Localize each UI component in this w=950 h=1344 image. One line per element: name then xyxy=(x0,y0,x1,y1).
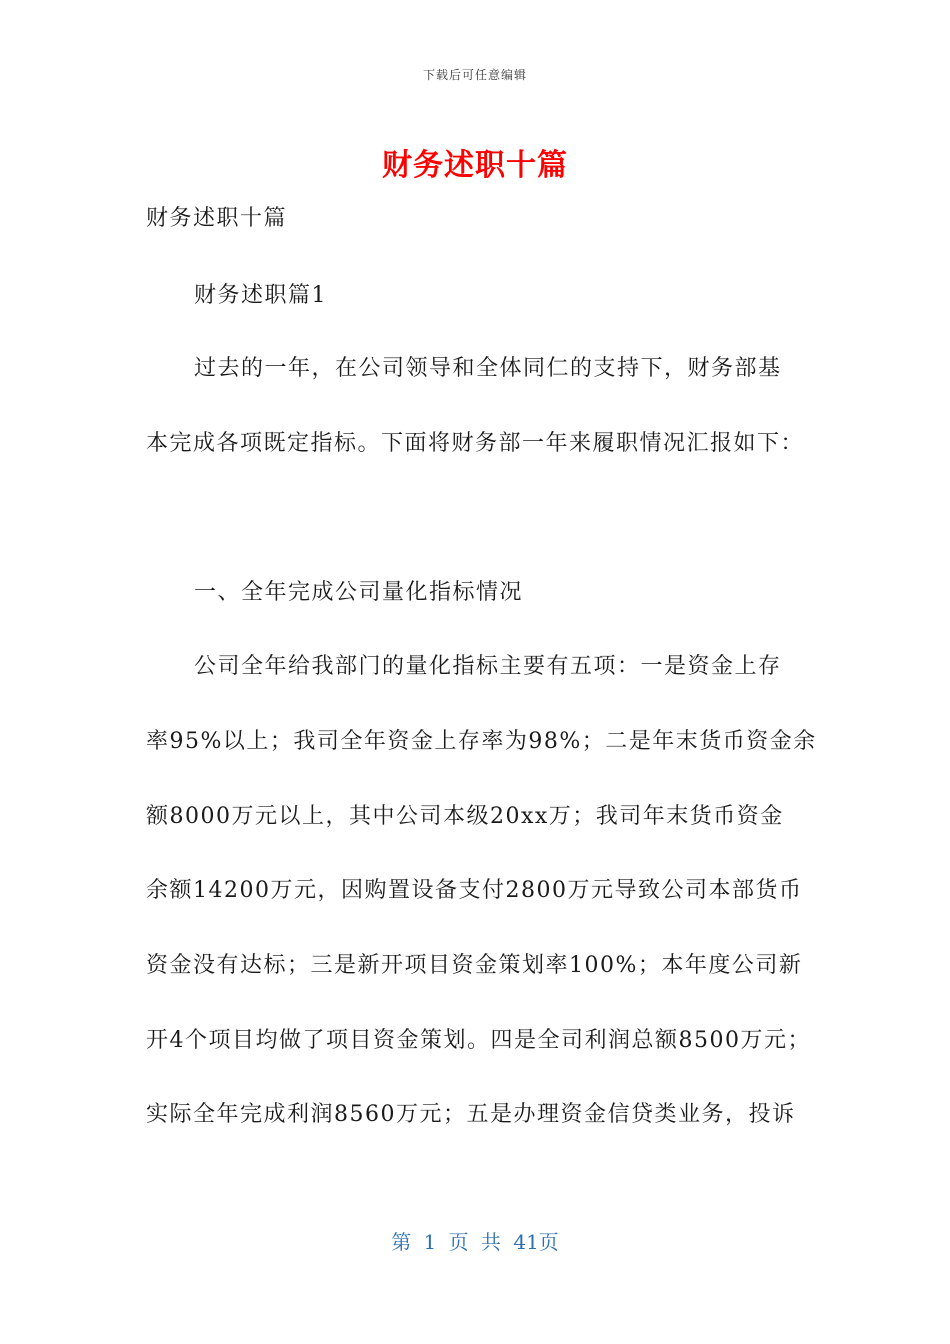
document-title: 财务述职十篇 xyxy=(382,148,568,183)
paragraph-2-line-4: 余额14200万元，因购置设备支付2800万元导致公司本部货币 xyxy=(146,878,803,903)
header-note: 下载后可任意编辑 xyxy=(422,68,527,82)
paragraph-1-line-2: 本完成各项既定指标。下面将财务部一年来履职情况汇报如下： xyxy=(146,431,805,456)
paragraph-2-line-3: 额8000万元以上，其中公司本级20xx万；我司年末货币资金 xyxy=(146,804,784,829)
paragraph-2-line-1: 公司全年给我部门的量化指标主要有五项：一是资金上存 xyxy=(194,654,782,679)
paragraph-2-line-5: 资金没有达标；三是新开项目资金策划率100%；本年度公司新 xyxy=(146,953,803,978)
section-heading: 财务述职篇1 xyxy=(194,283,327,308)
document-subtitle: 财务述职十篇 xyxy=(146,206,288,231)
paragraph-1-line-1: 过去的一年，在公司领导和全体同仁的支持下，财务部基 xyxy=(194,356,782,381)
paragraph-2-line-7: 实际全年完成利润8560万元；五是办理资金信贷类业务，投诉 xyxy=(146,1102,796,1127)
heading-1: 一、全年完成公司量化指标情况 xyxy=(194,580,524,605)
page-footer: 第 1 页 共 41页 xyxy=(391,1230,559,1254)
paragraph-2-line-2: 率95%以上；我司全年资金上存率为98%；二是年末货币资金余 xyxy=(146,729,817,754)
paragraph-2-line-6: 开4个项目均做了项目资金策划。四是全司利润总额8500万元； xyxy=(146,1028,811,1053)
